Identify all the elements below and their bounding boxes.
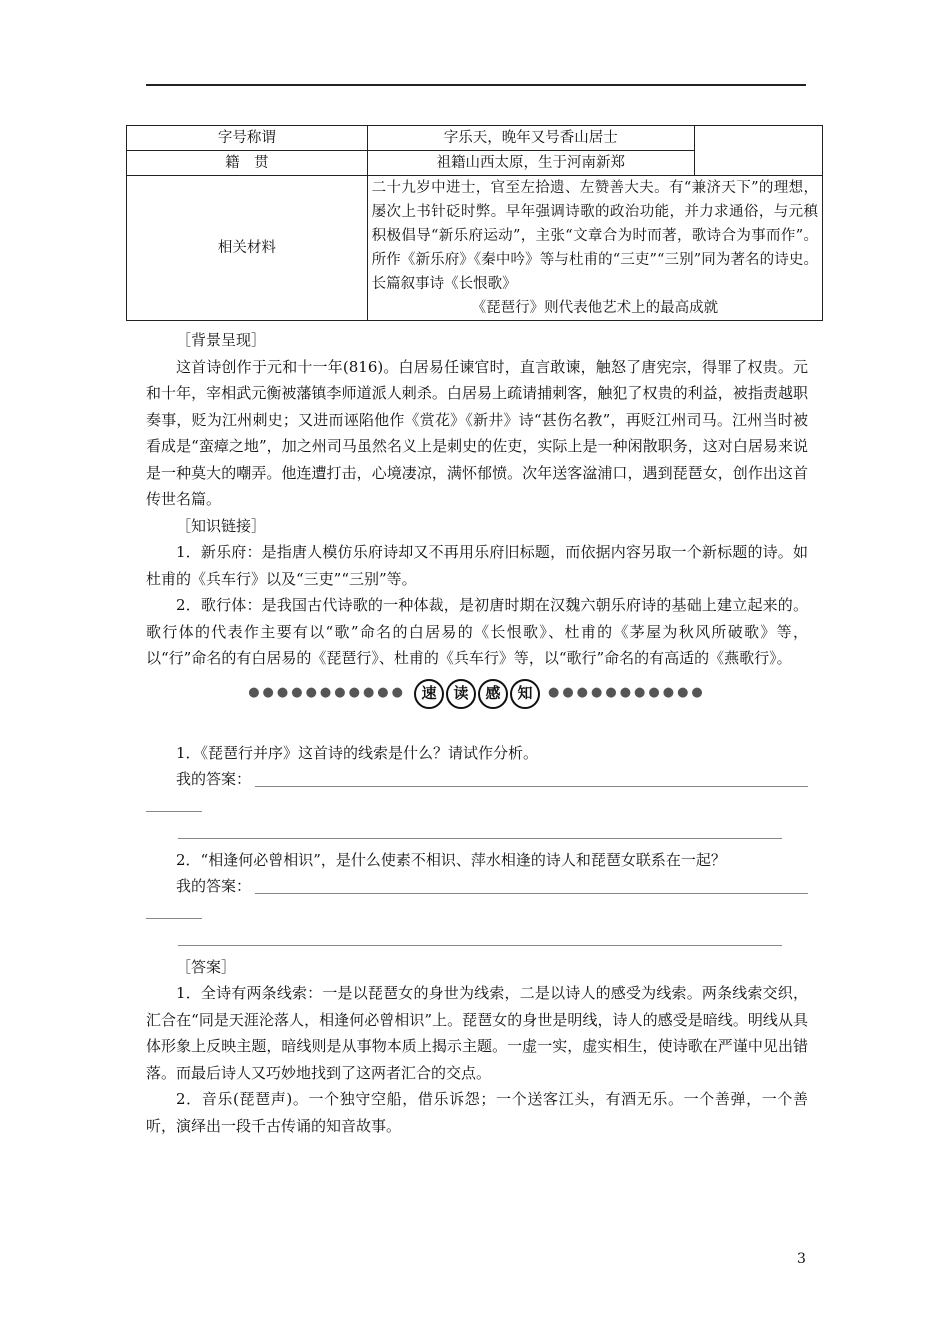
question-1: 1．《琵琶行并序》这首诗的线索是什么？请试作分析。 — [176, 743, 539, 762]
answers-heading: ［答案］ — [176, 957, 237, 976]
header-rule — [146, 84, 806, 86]
portrait-cell — [694, 126, 822, 176]
background-text: 这首诗创作于元和十一年(816)。白居易任谏官时，直言敢谏，触怒了唐宪宗，得罪了权贵。元和十年，宰相武元衡被藩镇李师道派人刺杀。白居易上疏请捕刺客，触犯了权贵的利益，被指责越职奏事，贬为江州刺史；又进而诬陷他作《赏花》《新井》诗“甚伤名教”，再贬江州司马。江州当时被看成是“蛮瘴之地”，加之州司马虽然名义上是刺史的佐吏，实际上是一种闲散职务，这对白居易来说是一种莫大的嘲弄。他连遭打击，心境凄凉，满怀郁愤。次年送客湓浦口，遇到琵琶女，创作出这首传世名篇。 — [146, 357, 808, 508]
answer-label: 我的答案： — [176, 770, 252, 788]
main-content — [146, 327, 808, 1139]
answer-1: 1．全诗有两条线索：一是以琵琶女的身世为线索，二是以诗人的感受为线索。两条线索交织，汇合在“同是天涯沦落人，相逢何必曾相识”上。琵琶女的身世是明线，诗人的感受是暗线。明线从具体形象上反映主题，暗线则是从事物本质上揭示主题。一虚一实，虚实相生，使诗歌在严谨中见出错落。而最后诗人又巧妙地找到了这两者汇合的交点。 — [146, 984, 808, 1082]
author-info-table — [126, 125, 823, 321]
answer-line-1 — [146, 766, 808, 793]
table-row — [127, 176, 823, 321]
answer-blank[interactable] — [255, 786, 808, 787]
row-value-material — [367, 176, 822, 321]
answer-2: 2．音乐(琵琶声)。一个独守空船，借乐诉怨；一个送客江头，有酒无乐。一个善弹，一个善听，演绎出一段千古传诵的知音故事。 — [146, 1090, 808, 1135]
banner-char: 速 — [414, 679, 444, 709]
banner-dots-right: ●●●●●●●●●●● — [548, 685, 706, 701]
answer-label: 我的答案： — [176, 877, 252, 895]
table-row — [127, 126, 823, 151]
banner-char: 知 — [510, 679, 540, 709]
material-text: 二十九岁中进士，官至左拾遗、左赞善大夫。有“兼济天下”的理想，屡次上书针砭时弊。早年强调诗歌的政治功能，并力求通俗，与元稹积极倡导“新乐府运动”，主张“文章合为时而著，歌诗合为事而作”。所作《新乐府》《秦中吟》等与杜甫的“三吏”“三别”同为著名的诗史。长篇叙事诗《长恨歌》 — [371, 180, 818, 292]
banner-title — [414, 679, 540, 709]
answer-blank-line[interactable] — [178, 927, 782, 946]
row-label-name: 字号称谓 — [127, 126, 368, 151]
row-label-origin: 籍 贯 — [127, 151, 368, 176]
row-value-name: 字乐天，晚年又号香山居士 — [367, 126, 694, 151]
banner-dots-left: ●●●●●●●●●●● — [248, 685, 406, 701]
material-last-line: 《琵琶行》则代表他艺术上的最高成就 — [471, 300, 719, 316]
banner-char: 读 — [446, 679, 476, 709]
knowledge-item-2: 2．歌行体：是我国古代诗歌的一种体裁，是初唐时期在汉魏六朝乐府诗的基础上建立起来的。歌行体的代表作主要有以“歌”命名的白居易的《长恨歌》、杜甫的《茅屋为秋风所破歌》等，以“行”命名的有白居易的《琵琶行》、杜甫的《兵车行》等，以“歌行”命名的有高适的《燕歌行》。 — [146, 596, 808, 667]
background-heading: ［背景呈现］ — [176, 331, 267, 349]
question-2: 2．“相逢何必曾相识”，是什么使素不相识、萍水相逢的诗人和琵琶女联系在一起？ — [176, 850, 726, 869]
banner-char: 感 — [478, 679, 508, 709]
row-label-material: 相关材料 — [127, 176, 368, 321]
knowledge-heading: ［知识链接］ — [176, 516, 267, 535]
answer-blank[interactable] — [255, 893, 808, 894]
row-value-origin: 祖籍山西太原，生于河南新郑 — [367, 151, 694, 176]
answer-blank-line[interactable] — [178, 820, 782, 839]
section-banner-speed-reading — [146, 676, 808, 712]
answer-blank-continuation[interactable] — [146, 900, 202, 919]
knowledge-item-1: 1．新乐府：是指唐人模仿乐府诗却又不再用乐府旧标题，而依据内容另取一个新标题的诗。如杜甫的《兵车行》以及“三吏”“三别”等。 — [146, 543, 808, 588]
answer-blank-continuation[interactable] — [146, 793, 202, 812]
answer-line-2 — [146, 873, 808, 900]
page-number: 3 — [797, 1251, 806, 1267]
